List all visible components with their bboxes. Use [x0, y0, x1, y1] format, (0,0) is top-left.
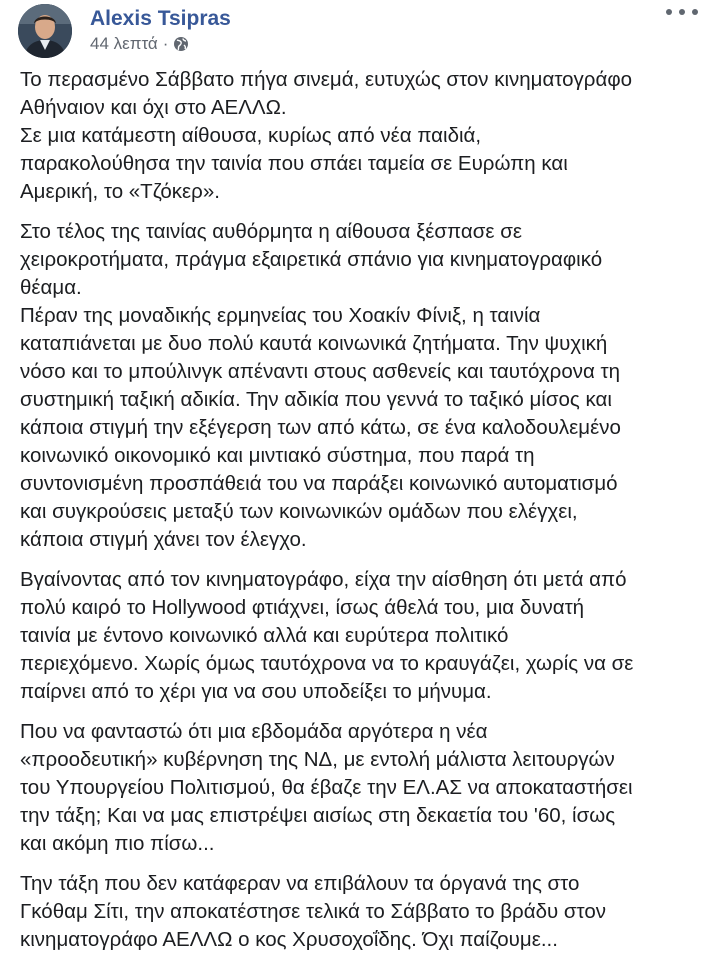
post-paragraph: Το περασμένο Σάββατο πήγα σινεμά, ευτυχώς στον κινηματογράφο Αθήναιον και όχι στο ΑΕΛΛΩ. Σε μια κατάμεστη αίθουσα, κυρίως από νέα παιδιά, παρακολούθησα την ταινία που σπάει ταμεία σε Ευρώπη και Αμερική, το «Τζόκερ».: [20, 68, 633, 203]
post-meta: [90, 34, 189, 54]
author-name[interactable]: Alexis Tsipras: [90, 7, 231, 30]
post-header: [0, 0, 705, 62]
more-options-icon[interactable]: [666, 4, 698, 20]
post-paragraph: Την τάξη που δεν κατάφεραν να επιβάλουν τα όργανά της στο Γκόθαμ Σίτι, την αποκατέστησε τελικά το Σάββατο το βράδυ στον κινηματογράφο ΑΕΛΛΩ ο κος Χρυσοχοΐδης. Όχι παίζουμε...: [20, 872, 606, 951]
more-dot: [666, 9, 672, 15]
post-paragraph: Στο τέλος της ταινίας αυθόρμητα η αίθουσα ξέσπασε σε χειροκροτήματα, πράγμα εξαιρετικά σπάνιο για κινηματογραφικό θέαμα. Πέραν της μοναδικής ερμηνείας του Χοακίν Φίνιξ, η ταινία καταπιάνεται με δυο πολύ καυτά κοινωνικά ζητήματα. Την ψυχική νόσο και το μπούλινγκ απέναντι στους ασθενείς και ταυτόχρονα τη συστημική ταξική αδικία. Την αδικία που γεννά το ταξικό μίσος και κάποια στιγμή την εξέγερση των από κάτω, σε ένα καλοδουλεμένο κοινωνικό οικονομικό και μιντιακό σύστημα, που παρά τη συντονισμένη προσπάθειά του να παράξει κοινωνικό αυτοματισμό και συγκρούσεις μεταξύ των κοινωνικών ομάδων που ελέγχει, κάποια στιγμή χάνει τον έλεγχο.: [20, 220, 621, 551]
post-paragraph: Βγαίνοντας από τον κινηματογράφο, είχα την αίσθηση ότι μετά από πολύ καιρό το Hollywood φτιάχνει, ίσως άθελά του, μια δυνατή ταινία με έντονο κοινωνικό αλλά και ευρύτερα πολιτικό περιεχόμενο. Χωρίς όμως ταυτόχρονα να το κραυγάζει, χωρίς να σε παίρνει από το χέρι για να σου υποδείξει το μήνυμα.: [20, 568, 634, 703]
more-dot: [679, 9, 685, 15]
avatar[interactable]: [18, 4, 72, 58]
post-timestamp[interactable]: 44 λεπτά: [90, 34, 158, 53]
meta-separator: ·: [162, 34, 169, 53]
post-body: [20, 66, 700, 966]
globe-icon[interactable]: [173, 36, 189, 52]
post-paragraph: Που να φανταστώ ότι μια εβδομάδα αργότερα η νέα «προοδευτική» κυβέρνηση της ΝΔ, με εντολή μάλιστα λειτουργών του Υπουργείου Πολιτισμού, θα έβαζε την ΕΛ.ΑΣ να αποκαταστήσει την τάξη; Και να μας επιστρέψει αισίως στη δεκαετία του '60, ίσως και ακόμη πιο πίσω...: [20, 720, 633, 855]
avatar-portrait: [18, 4, 72, 58]
more-dot: [692, 9, 698, 15]
